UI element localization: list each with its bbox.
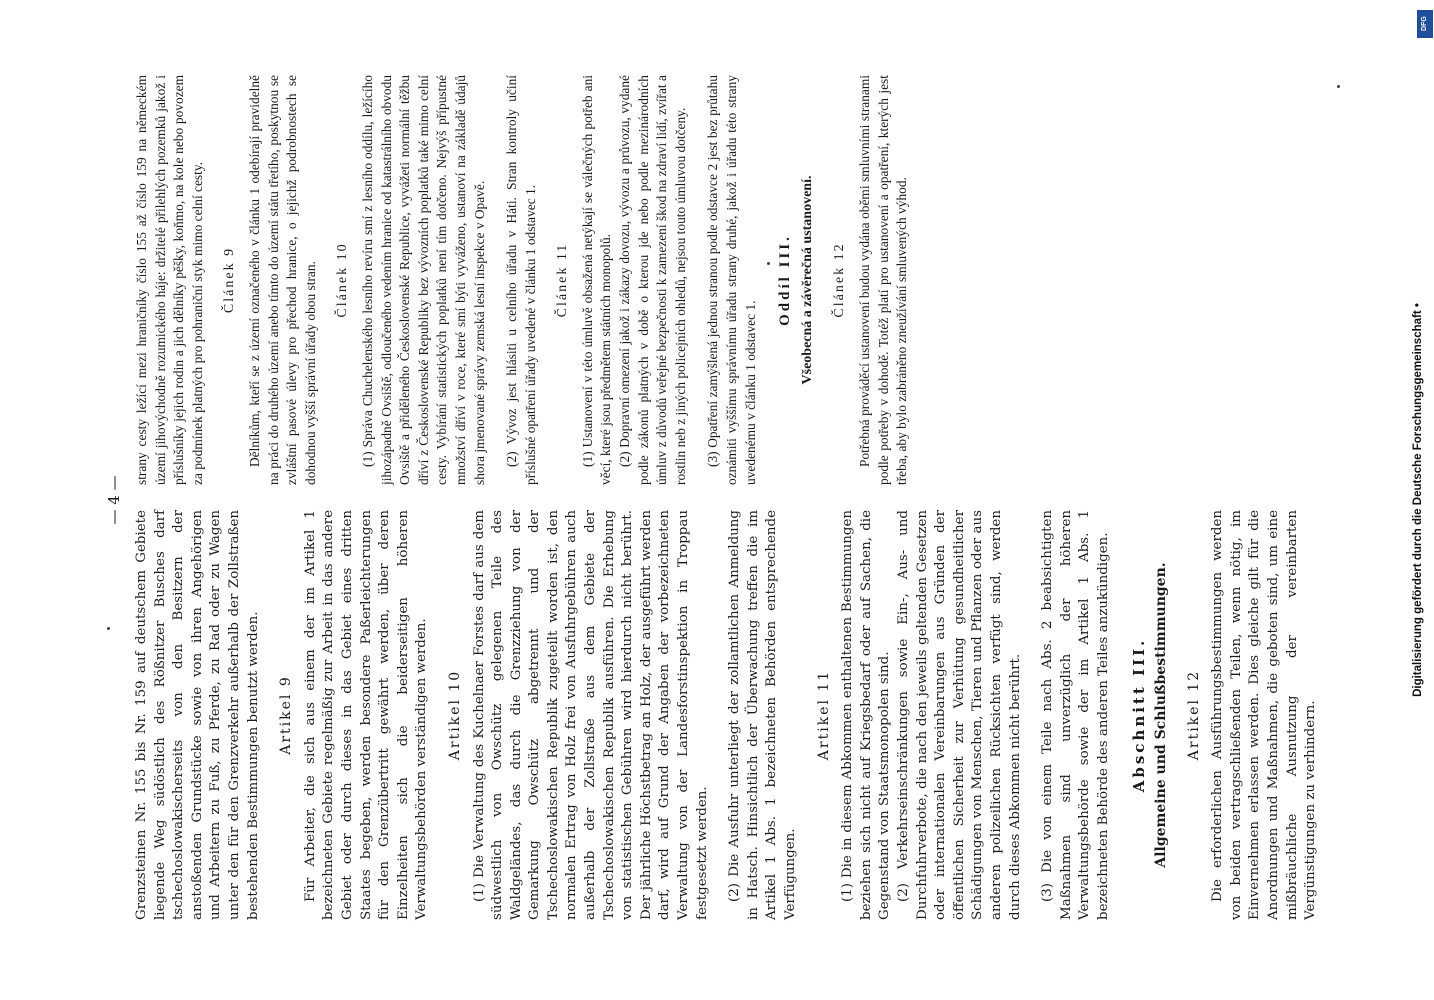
digitization-credit-strip (1413, 0, 1434, 1000)
czech-cl10-p2: (2) Vývoz jest hlásiti u celního úřadu v Háti. Stran kontroly učiní příslušné opatření úřady uvedené v článku 1 odstavec 1. (504, 75, 538, 485)
czech-cl11-p3: (3) Opatření zamýšlená jednou stranou podle odstavce 2 jest bez průtahu oznámiti vyššímu správnímu úřadu strany druhé, jakož i úřadu této strany uvedenému v článku 1 odstavec 1. (705, 75, 758, 485)
german-art12-heading: Artikel 12 (1185, 669, 1202, 761)
german-art9-text: Für Arbeiter, die sich aus einem der im Artikel 1 bezeichneten Gebiete regelmäßig zur Arbeit in das andere Gebiet oder durch dieses in das Gebiet eines dritten Staates begeben, werden besondere Paßerleichterungen für den Grenzübertritt gewährt werden, über deren Einzelheiten sich die beiderseitigen höheren Verwaltungsbehörden verständigen werden. (302, 510, 430, 920)
german-art10-p2: (2) Die Ausfuhr unterliegt der zollamtlichen Anmeldung in Hatsch. Hinsichtlich der Überwachung treffen die im Artikel 1 Abs. 1 bezeichneten Behörden entsprechende Verfügungen. (727, 510, 798, 920)
rotated-page-content (95, 70, 1319, 930)
german-art11-p2: (2) Verkehrseinschränkungen sowie Ein-, Aus- und Durchfuhrverbote, die nach den jeweils geltenden Gesetzen oder internationalen Vereinbarungen aus Gründen der öffentlichen Sicherheit zur Verhütung gesundheitlicher Schädigungen von Menschen, Tieren und Pflanzen oder aus anderen polizeilichen Rücksichten verfügt sind, werden durch dieses Abkommen nicht berührt. (895, 510, 1023, 920)
german-column (133, 510, 1321, 920)
german-section-heading: Abschnitt III. (1129, 637, 1148, 793)
german-section-title: Allgemeine und Schlußbestimmungen. (1153, 562, 1170, 868)
german-art11-p1: (1) Die in diesem Abkommen enthaltenen Bestimmungen beziehen sich nicht auf Kriegsbedarf oder auf Sachen, die Gegenstand von Staatsmonopolen sind. (840, 510, 893, 920)
scan-speck (767, 262, 770, 265)
czech-cl11-p2: (2) Dopravní omezení jakož i zákazy dovozu, vývozu a průvozu, vydané podle zákonů platných v době o kterou jde nebo podle mezinárodních úmluv z důvodů veřejné bezpečnosti k zamezení škod na zdraví lidí, zvířat a rostlin neb z jiných policejních ohledů, nejsou touto úmluvou dotčeny. (617, 75, 688, 485)
czech-cl9-heading: Článek 9 (222, 246, 238, 314)
german-intro: Grenzsteinen Nr. 155 bis Nr. 159 auf deutschem Gebiete liegende Weg südöstlich des Rößnitzer Busches darf tschechoslowakischerseits von den Besitzern der anstoßenden Grundstücke sowie von ihren Angehörigen und Arbeitern zu Fuß, zu Pferde, zu Rad oder zu Wagen unter den für den Grenzverkehr außerhalb der Zollstraßen bestehenden Bestimmungen benutzt werden. (134, 510, 261, 920)
page-number: — 4 — (105, 475, 123, 525)
czech-cl10-p1: (1) Správa Chuchelenského lesního revíru smí z lesního oddílu, ležícího jihozápadně Ovsiště, odloučeného vedením hranice od katastrálního obvodu Ovsiště a přiděleného Československé Republice, vyvážeti normální těžbu dříví z Československé Republiky bez vývozních poplatků také mimo celní cesty. Vybírání statistických poplatků není tím dotčeno. Nejvýš přípustné množství dříví v roce, které smí býti vyváženo, ustanoví na základě údajů shora jmenované správy zemská lesní inspekce v Opavě. (359, 75, 487, 485)
scan-speck (1337, 85, 1340, 88)
czech-column (133, 75, 912, 485)
german-art10-heading: Artikel 10 (446, 669, 463, 761)
german-art11-p3: (3) Die von einem Teile nach Abs. 2 beabsichtigten Maßnahmen sind unverzüglich der höheren Verwaltungsbehörde sowie der im Artikel 1 Abs. 1 bezeichneten Behörde des anderen Teiles anzukündigen. (1040, 510, 1111, 920)
czech-cl11-heading: Článek 11 (555, 242, 571, 318)
czech-intro: strany cesty ležící mezi hraničníky číslo 155 až číslo 159 na německém území jihovýchodně rozumického háje: držitelé přilehlých pozemků jakož i příslušníky jejich rodin a jich dělníky pěšky, koňmo, na kole nebo povozem za podmínek platných pro pohraniční styk mimo celní cesty. (134, 75, 205, 485)
dfg-logo: DFG (1417, 10, 1433, 38)
czech-cl12-heading: Článek 12 (832, 242, 848, 318)
german-art12-text: Die erforderlichen Ausführungsbestimmungen werden von beiden vertragschließenden Teilen, wenn nötig, im Einvernehmen erlassen werden. Dies gleiche gilt für die Anordnungen und Maßnahmen, die geboten sind, um eine mißbräuchliche Ausnutzung der vereinbarten Vergünstigungen zu verhindern. (1210, 510, 1319, 920)
czech-cl10-heading: Článek 10 (335, 242, 351, 318)
czech-cl12-text: Potřebná prováděcí ustanovení budou vydána oběmi smluvními stranami podle potřeby v dohodě. Totéž platí pro ustanovení a opatření, kterých jest třeba, aby bylo zabráněno zneužívání smluvených výhod. (857, 75, 910, 485)
czech-cl11-p1: (1) Ustanovení v této úmluvě obsažená netýkají se válečných potřeb ani věcí, které jsou předmětem státních monopolů. (579, 75, 614, 485)
czech-cl9-text: Dělníkům, kteří se z území označeného v článku 1 odebírají pravidelně na práci do druhého území anebo tímto do území státu třetího, poskytnou se zvláštní pasové úlevy pro přechod hranice, o jejichž podrobnostech se dohodnou vyšší správní úřady obou stran. (246, 75, 318, 485)
german-art11-heading: Artikel 11 (815, 669, 832, 761)
czech-section-heading: Oddíl III. (777, 234, 794, 326)
scan-speck (107, 627, 110, 630)
czech-section-title: Všeobecná a závěrečná ustanovení. (799, 175, 815, 385)
german-art10-p1: (1) Die Verwaltung des Kuchelnaer Forstes darf aus dem südwestlich von Owschütz gelegenen Teile des Waldgeländes, das durch die Grenzziehung von der Gemarkung Owschütz abgetrennt und der Tschechoslowakischen Republik zugeteilt worden ist, den normalen Ertrag von Holz frei von Ausfuhrgebühren auch außerhalb der Zollstraße aus dem Gebiete der Tschechoslowakischen Republik ausführen. Die Erhebung von statistischen Gebühren wird hierdurch nicht berührt. Der jährliche Höchstbetrag an Holz, der ausgeführt werden darf, wird auf Grund der Angaben der vorbezeichneten Verwaltung von der Landesforstinspektion in Troppau festgesetzt werden. (471, 510, 710, 920)
german-art9-heading: Artikel 9 (278, 675, 295, 755)
digitization-credit: Digitalisierung gefördert durch die Deutsche Forschungsgemeinschaft • (1412, 303, 1424, 697)
